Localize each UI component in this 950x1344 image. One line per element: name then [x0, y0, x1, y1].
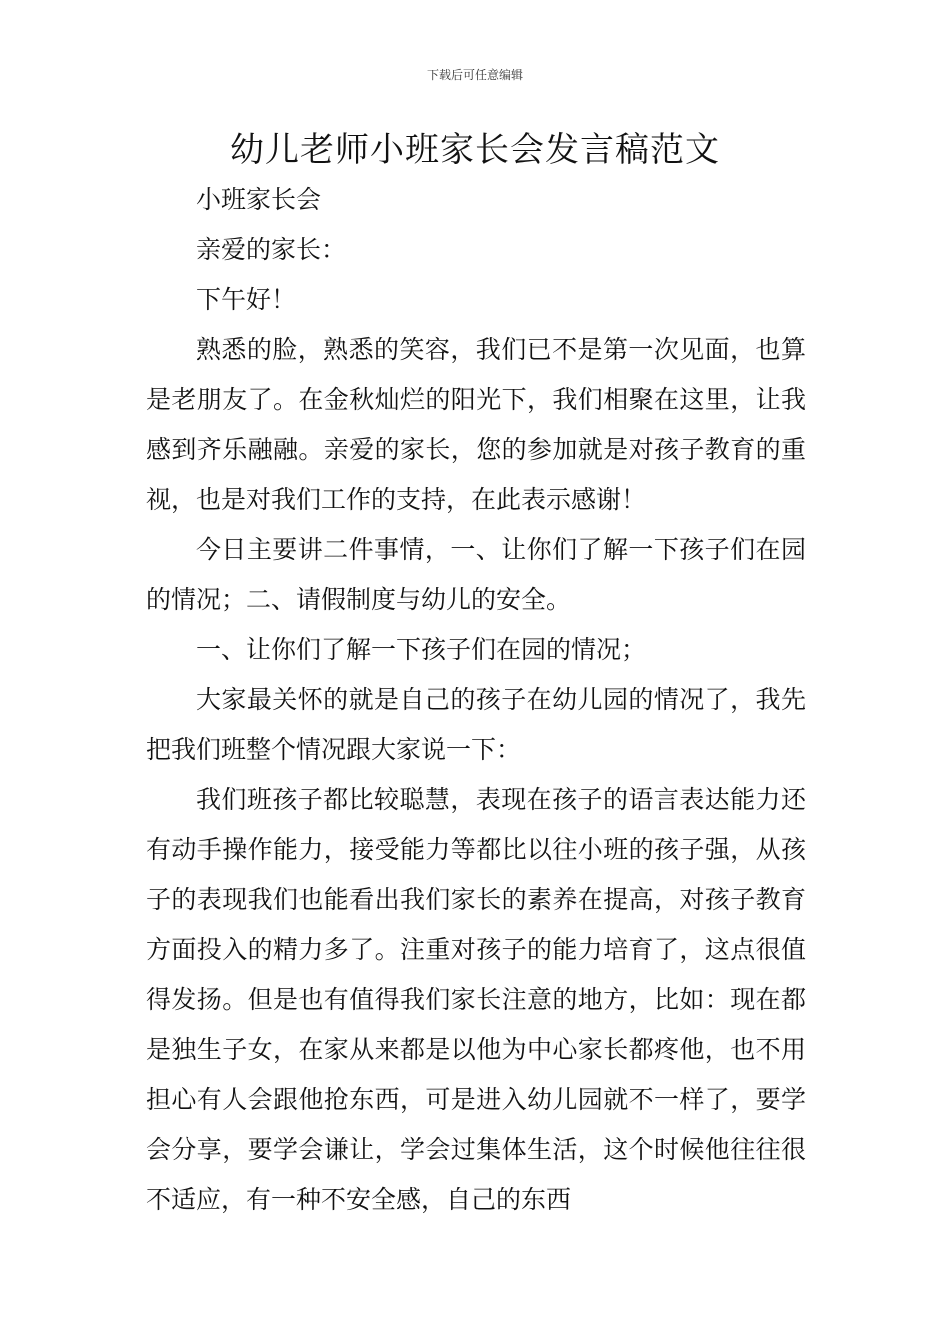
paragraph-intro: 大家最关怀的就是自己的孩子在幼儿园的情况了，我先把我们班整个情况跟大家说一下：: [146, 685, 806, 764]
paragraph-section-heading: 一、让你们了解一下孩子们在园的情况；: [196, 635, 647, 664]
document-body: [146, 175, 806, 1225]
paragraph-class-overview: 我们班孩子都比较聪慧，表现在孩子的语言表达能力还有动手操作能力，接受能力等都比以往小班的孩子强，从孩子的表现我们也能看出我们家长的素养在提高，对孩子教育方面投入的精力多了。注重对孩子的能力培育了，这点很值得发扬。但是也有值得我们家长注意的地方，比如：现在都是独生子女，在家从来都是以他为中心家长都疼他，也不用担心有人会跟他抢东西，可是进入幼儿园就不一样了，要学会分享，要学会谦让，学会过集体生活，这个时候他往往很不适应，有一种不安全感，自己的东西: [146, 785, 806, 1214]
paragraph-greeting: 下午好！: [196, 285, 297, 314]
document-title: 幼儿老师小班家长会发言稿范文: [230, 130, 720, 170]
paragraph-meeting-name: 小班家长会: [196, 185, 322, 214]
paragraph-salutation: 亲爱的家长：: [196, 235, 347, 264]
paragraph-agenda: 今日主要讲二件事情，一、让你们了解一下孩子们在园的情况；二、请假制度与幼儿的安全。: [146, 535, 806, 614]
page-header-note: 下载后可任意编辑: [426, 68, 523, 82]
paragraph-opening: 熟悉的脸，熟悉的笑容，我们已不是第一次见面，也算是老朋友了。在金秋灿烂的阳光下，我们相聚在这里，让我感到齐乐融融。亲爱的家长，您的参加就是对孩子教育的重视，也是对我们工作的支持，在此表示感谢！: [146, 335, 806, 514]
